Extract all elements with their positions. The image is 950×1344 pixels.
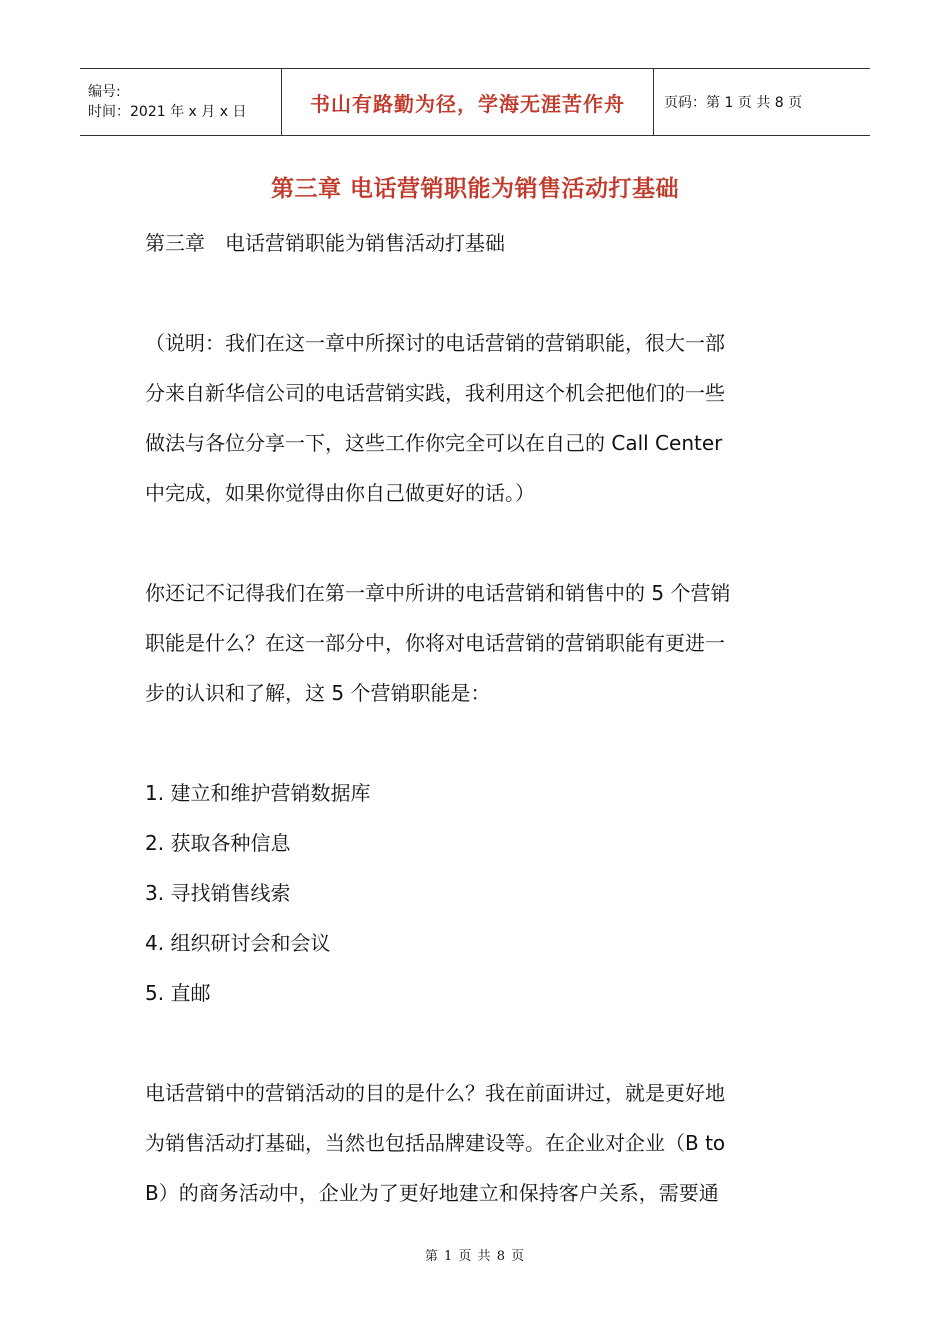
intro-line: 你还记不记得我们在第一章中所讲的电话营销和销售中的 5 个营销 bbox=[145, 581, 731, 605]
intro-line: 职能是什么？在这一部分中，你将对电话营销的营销职能有更进一 bbox=[145, 631, 725, 655]
document-body bbox=[145, 218, 810, 1218]
purpose-line: B）的商务活动中，企业为了更好地建立和保持客户关系，需要通 bbox=[145, 1181, 719, 1205]
chapter-subtitle: 第三章 电话营销职能为销售活动打基础 bbox=[145, 231, 505, 255]
purpose-line: 电话营销中的营销活动的目的是什么？我在前面讲过，就是更好地 bbox=[145, 1081, 725, 1105]
header-page-info: 页码：第 1 页 共 8 页 bbox=[664, 95, 803, 111]
doc-number-label: 编号: bbox=[88, 84, 121, 100]
function-item: 1. 建立和维护营销数据库 bbox=[145, 781, 371, 805]
function-item: 4. 组织研讨会和会议 bbox=[145, 931, 331, 955]
chapter-title: 第三章 电话营销职能为销售活动打基础 bbox=[270, 176, 679, 202]
document-header bbox=[80, 68, 870, 136]
function-item: 5. 直邮 bbox=[145, 981, 211, 1005]
function-item: 3. 寻找销售线索 bbox=[145, 881, 291, 905]
note-line: 分来自新华信公司的电话营销实践，我利用这个机会把他们的一些 bbox=[145, 381, 725, 405]
note-line: 中完成，如果你觉得由你自己做更好的话。） bbox=[145, 481, 535, 505]
function-item: 2. 获取各种信息 bbox=[145, 831, 291, 855]
note-line: 做法与各位分享一下，这些工作你完全可以在自己的 Call Center bbox=[145, 431, 723, 455]
paragraph-gap bbox=[145, 1018, 810, 1068]
intro-line: 步的认识和了解，这 5 个营销职能是： bbox=[145, 681, 491, 705]
purpose-line: 为销售活动打基础，当然也包括品牌建设等。在企业对企业（B to bbox=[145, 1131, 726, 1155]
time-label: 时间：2021 年 x 月 x 日 bbox=[88, 104, 247, 120]
paragraph-gap bbox=[145, 518, 810, 568]
paragraph-gap bbox=[145, 268, 810, 318]
page-footer: 第 1 页 共 8 页 bbox=[424, 1249, 526, 1264]
header-meta bbox=[80, 69, 281, 135]
header-motto: 书山有路勤为径，学海无涯苦作舟 bbox=[281, 69, 654, 135]
note-line: （说明：我们在这一章中所探讨的电话营销的营销职能，很大一部 bbox=[145, 331, 725, 355]
paragraph-gap bbox=[145, 718, 810, 768]
